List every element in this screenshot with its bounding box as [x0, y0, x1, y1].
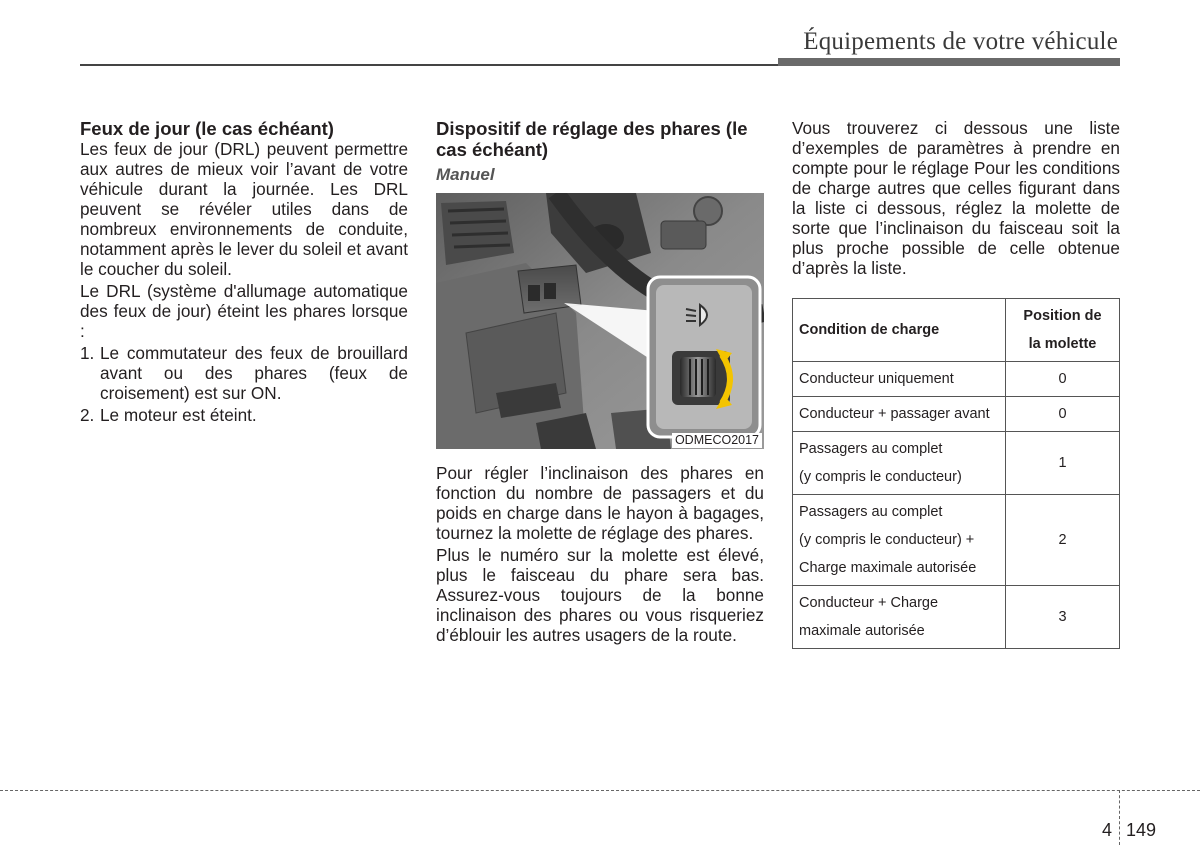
paragraph: Pour régler l’inclinaison des phares en fonction du nombre de passagers et du poids en charge dans le hayon à bagages, tournez la molette de réglage des phares.: [436, 463, 764, 543]
subheading-manual: Manuel: [436, 165, 495, 184]
section-heading-drl: Feux de jour (le cas échéant): [80, 118, 334, 139]
list-text: Le moteur est éteint.: [100, 405, 257, 425]
column-load-conditions: [792, 118, 1120, 649]
section-heading-leveling: Dispositif de réglage des phares (le cas échéant): [436, 118, 748, 160]
table-row: [793, 432, 1120, 495]
table-row: [793, 495, 1120, 586]
cell-line: Passagers au complet: [799, 441, 943, 457]
cell-condition: [793, 432, 1006, 495]
dashboard-illustration: [436, 193, 764, 449]
list-text: Le commutateur des feux de brouillard avant ou des phares (feux de croisement) est sur ON.: [100, 343, 408, 403]
cell-line: Conducteur + Charge: [799, 595, 939, 611]
cell-condition: [793, 362, 1006, 397]
table-row: [793, 586, 1120, 649]
cell-position: 0: [1006, 362, 1120, 397]
header-position-line: la molette: [1028, 336, 1097, 352]
cell-line: (y compris le conducteur) +: [799, 532, 975, 548]
cell-condition: [793, 586, 1006, 649]
header-position-line: Position de: [1023, 308, 1102, 324]
condition-list: [80, 343, 408, 425]
paragraph: Vous trouverez ci dessous une liste d’exemples de paramètres à prendre en compte pour le réglage Pour les conditions de charge autres que celles figurant dans la liste ci dessous, réglez la molette de sorte que l’inclinaison du faisceau soit la plus proche possible de celle obtenue d’après la liste.: [792, 118, 1120, 278]
cell-condition: [793, 397, 1006, 432]
list-item: [80, 405, 408, 425]
header-condition: Condition de charge: [793, 299, 1006, 362]
table-row: [793, 362, 1120, 397]
cell-line: (y compris le conducteur): [799, 469, 962, 485]
cell-line: maximale autorisée: [799, 623, 925, 639]
cell-line: Charge maximale autorisée: [799, 560, 977, 576]
cell-position: 0: [1006, 397, 1120, 432]
cell-condition: [793, 495, 1006, 586]
column-headlight-leveling: [436, 118, 764, 645]
cell-line: Conducteur uniquement: [799, 371, 954, 387]
footer-vertical-rule: [1119, 790, 1120, 845]
list-number: 2.: [80, 405, 95, 425]
cell-line: Passagers au complet: [799, 504, 943, 520]
chapter-number: 4: [1102, 820, 1113, 840]
load-condition-table: [792, 298, 1120, 649]
footer-dashed-rule: [0, 790, 1200, 791]
list-number: 1.: [80, 343, 95, 363]
list-item: [80, 343, 408, 403]
table-header-row: [793, 299, 1120, 362]
paragraph: Plus le numéro sur la molette est élevé, plus le faisceau du phare sera bas. Assurez-vous toujours de la bonne inclinaison des phares ou vous risqueriez d’éblouir les autres usagers de la route.: [436, 545, 764, 645]
header-position: [1006, 299, 1120, 362]
column-drl: [80, 118, 408, 427]
cell-position: 1: [1006, 432, 1120, 495]
cell-line: Conducteur + passager avant: [799, 406, 990, 422]
cell-position: 3: [1006, 586, 1120, 649]
paragraph: Le DRL (système d'allumage automatique des feux de jour) éteint les phares lorsque :: [80, 281, 408, 341]
page-header-title: Équipements de votre véhicule: [803, 28, 1118, 55]
header-rule-accent: [778, 58, 1120, 66]
dashboard-figure: [436, 193, 764, 449]
cell-position: 2: [1006, 495, 1120, 586]
figure-code: ODMECO2017: [672, 433, 762, 448]
table-row: [793, 397, 1120, 432]
paragraph: Les feux de jour (DRL) peuvent permettre aux autres de mieux voir l’avant de votre véhicule durant la journée. Les DRL peuvent se révéler utiles dans de nombreux environnements de conduite, notamment après le lever du soleil et avant le coucher du soleil.: [80, 139, 408, 279]
page-number: 149: [1126, 820, 1157, 840]
header-rule: [80, 64, 780, 66]
